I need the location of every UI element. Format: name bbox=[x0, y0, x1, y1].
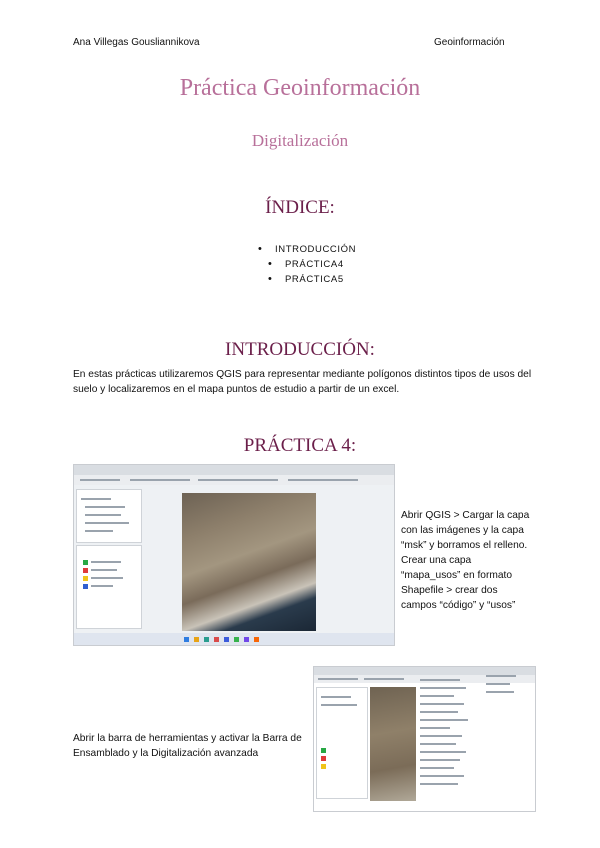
document-title: Práctica Geoinformación bbox=[179, 75, 421, 101]
qgis-screenshot-1 bbox=[73, 464, 395, 646]
satellite-map-image bbox=[370, 687, 416, 801]
intro-text: En estas prácticas utilizaremos QGIS para representar mediante polígonos distintos tipos de usos del suelo y localizaremos en el mapa puntos de estudio a partir de un excel. bbox=[73, 369, 532, 395]
index-list bbox=[258, 242, 418, 287]
index-item: • PRÁCTICA4 bbox=[268, 257, 418, 272]
document-subtitle: Digitalización bbox=[251, 131, 349, 150]
satellite-map-image bbox=[182, 493, 316, 631]
practica4-heading: PRÁCTICA 4: bbox=[243, 435, 357, 456]
intro-heading: INTRODUCCIÓN: bbox=[225, 339, 375, 360]
index-heading: ÍNDICE: bbox=[265, 197, 335, 218]
header-subject: Geoinformación bbox=[434, 37, 505, 48]
qgis-screenshot-2 bbox=[313, 666, 536, 812]
index-item: • INTRODUCCIÓN bbox=[258, 242, 418, 257]
practica4-step2-text: Abrir la barra de herramientas y activar la Barra de Ensamblado y la Digitalización avanzada bbox=[73, 733, 302, 759]
index-item: • PRÁCTICA5 bbox=[268, 272, 418, 287]
header-author: Ana Villegas Gousliannikova bbox=[73, 37, 200, 48]
practica4-step1-text: Abrir QGIS > Cargar la capa con las imágenes y la capa “msk” y borramos el relleno. Crear una capa “mapa_usos” en formato Shapefile > crear dos campos “código” y “usos” bbox=[401, 510, 530, 611]
